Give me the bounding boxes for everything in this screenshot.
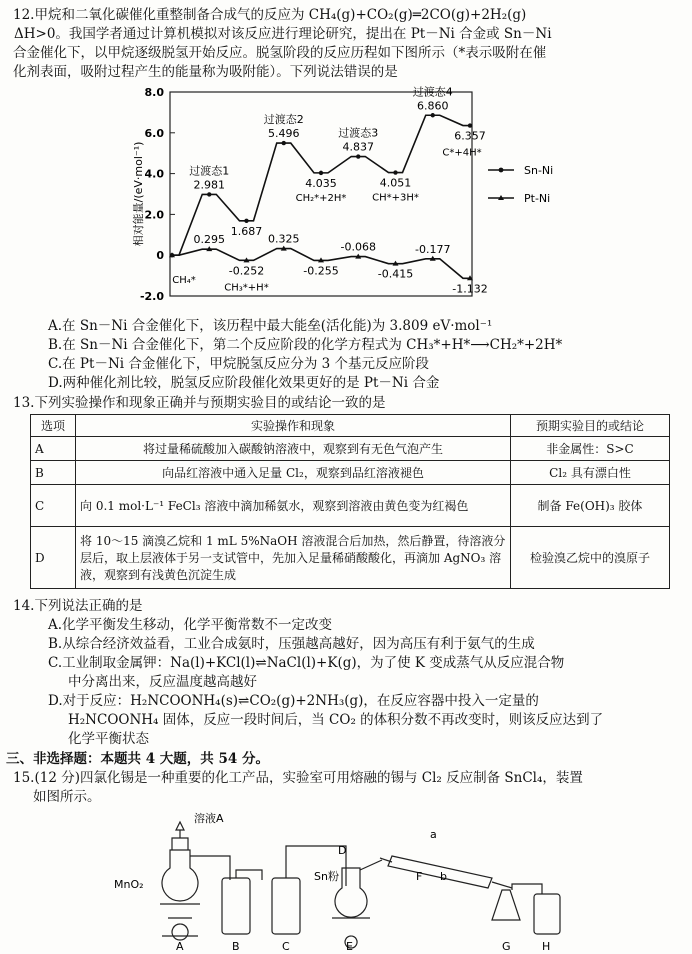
- y-tick-label: -2.0: [139, 290, 164, 303]
- label-solution-a: 溶液A: [194, 812, 224, 825]
- label-a: a: [430, 828, 437, 841]
- data-label-sn-ni: 5.496: [268, 127, 300, 141]
- data-label-sn-ni: 1.687: [230, 224, 263, 238]
- legend-marker-sn-ni: [499, 168, 504, 173]
- q15-stem-line2: 如图所示。: [33, 789, 101, 805]
- q14-option-d-line2: H₂NCOONH₄ 固体，反应一段时间后，当 CO₂ 的体积分数不再改变时，则该反应达到了: [68, 712, 604, 728]
- table-header: 实验操作和现象: [76, 415, 511, 437]
- bottle-c: [272, 878, 300, 934]
- legend-label-sn-ni: Sn-Ni: [524, 164, 554, 177]
- label-apparatus-h: H: [542, 940, 551, 953]
- table-cell: 非金属性：S>C: [511, 437, 670, 461]
- energy-diagram: [120, 84, 640, 314]
- data-label-pt-ni: 0.325: [268, 232, 300, 246]
- table-cell: B: [31, 461, 76, 485]
- q14-option-b: B.从综合经济效益看，工业合成氨时，压强越高越好，因为高压有利于氨气的生成: [48, 636, 535, 652]
- q12-option-a: A.在 Sn－Ni 合金催化下，该历程中最大能垒(活化能)为 3.809 eV·mol⁻¹: [48, 318, 493, 334]
- label-apparatus-e: E: [346, 940, 353, 953]
- q13-table: [30, 414, 670, 589]
- q12-option-d: D.两种催化剂比较，脱氢反应阶段催化效果更好的是 Pt－Ni 合金: [48, 375, 440, 391]
- y-tick-label: 2.0: [144, 208, 164, 222]
- funnel-a: [172, 838, 188, 850]
- annotation-ts4: 过渡态4: [412, 85, 453, 99]
- table-row: [31, 461, 670, 485]
- data-label-pt-ni: -0.415: [377, 267, 414, 281]
- data-label-pt-ni: -1.132: [452, 282, 488, 296]
- y-axis-label: 相对能量/(eV·mol⁻¹): [132, 141, 145, 247]
- label-d: D: [338, 844, 347, 857]
- table-row: [31, 437, 670, 461]
- label-f: F: [416, 870, 423, 883]
- flask-g: [492, 890, 520, 920]
- data-label-sn-ni: 6.357: [454, 129, 486, 143]
- q14-option-d-line3: 化学平衡状态: [68, 731, 149, 747]
- data-point-sn-ni: [207, 192, 211, 196]
- y-tick-label: 0: [156, 249, 164, 263]
- annotation-ts3: 过渡态3: [338, 126, 379, 140]
- annotation-ch: CH*+3H*: [372, 192, 419, 204]
- table-header: 预期实验目的或结论: [511, 415, 670, 437]
- table-cell: 向品红溶液中通入足量 Cl₂，观察到品红溶液褪色: [76, 461, 511, 485]
- table-cell: 将 10～15 滴溴乙烷和 1 mL 5%NaOH 溶液混合后加热，然后静置，待溶液分层后，取上层液体于另一支试管中，先加入足量稀硝酸酸化，再滴加 AgNO₃ 溶液，观察到有浅黄色沉淀生成: [76, 527, 511, 589]
- table-cell: 检验溴乙烷中的溴原子: [511, 527, 670, 589]
- annotation-ts1: 过渡态1: [189, 164, 230, 178]
- flask-e: [335, 868, 367, 917]
- q14-option-a: A.化学平衡发生移动，化学平衡常数不一定改变: [48, 617, 333, 633]
- table-cell: 向 0.1 mol·L⁻¹ FeCl₃ 溶液中滴加稀氨水，观察到溶液由黄色变为红褐色: [76, 485, 511, 527]
- data-point-sn-ni: [431, 113, 435, 117]
- apparatus-diagram: [110, 808, 580, 954]
- q12-stem-line2: ΔH>0。我国学者通过计算机模拟对该反应进行理论研究，提出在 Pt－Ni 合金或 Sn－Ni: [14, 26, 552, 42]
- q14-option-c-line1: C.工业制取金属钾：Na(l)+KCl(l)⇌NaCl(l)+K(g)，为了使 K 变成蒸气从反应混合物: [48, 655, 565, 671]
- y-tick-label: 8.0: [144, 86, 164, 99]
- table-cell: C: [31, 485, 76, 527]
- data-point-sn-ni: [319, 171, 323, 175]
- q14-stem: 14.下列说法正确的是: [13, 598, 143, 614]
- q13-stem: 13.下列实验操作和现象正确并与预期实验目的或结论一致的是: [13, 395, 386, 411]
- annotation-ts2: 过渡态2: [263, 113, 304, 127]
- table-cell: A: [31, 437, 76, 461]
- data-label-sn-ni: 4.035: [305, 176, 337, 190]
- label-apparatus-c: C: [282, 940, 290, 953]
- q12-option-b: B.在 Sn－Ni 合金催化下，第二个反应阶段的化学方程式为 CH₃*+H*⟶CH₂*+2H*: [48, 337, 563, 353]
- section-heading: 三、非选择题：本题共 4 大题，共 54 分。: [6, 751, 269, 767]
- y-tick-label: 6.0: [144, 126, 164, 140]
- q12-stem-line3: 合金催化下，以甲烷逐级脱氢开始反应。脱氢阶段的反应历程如下图所示（*表示吸附在催: [13, 45, 547, 61]
- label-sn-powder: Sn粉: [314, 870, 339, 883]
- label-apparatus-g: G: [502, 940, 511, 953]
- label-apparatus-a: A: [176, 940, 184, 953]
- table-cell: 制备 Fe(OH)₃ 胶体: [511, 485, 670, 527]
- data-point-sn-ni: [244, 219, 248, 223]
- q15-stem-line1: 15.(12 分)四氯化锡是一种重要的化工产品，实验室可用熔融的锡与 Cl₂ 反应制备 SnCl₄，装置: [13, 770, 583, 786]
- bottle-b: [222, 878, 250, 934]
- data-point-sn-ni: [468, 123, 472, 127]
- label-mno2: MnO₂: [114, 878, 144, 891]
- data-point-sn-ni: [393, 170, 397, 174]
- q12-stem-line1: 12.甲烷和二氧化碳催化重整制备合成气的反应为 CH₄(g)+CO₂(g)═2CO(g)+2H₂(g): [13, 7, 527, 23]
- data-point-sn-ni: [282, 141, 286, 145]
- data-label-sn-ni: 2.981: [193, 178, 225, 192]
- data-label-sn-ni: 4.837: [342, 140, 374, 154]
- annotation-ch3: CH₃*+H*: [224, 282, 269, 294]
- q14-option-d-line1: D.对于反应：H₂NCOONH₄(s)⇌CO₂(g)+2NH₃(g)，在反应容器中投入一定量的: [48, 693, 539, 709]
- legend-label-pt-ni: Pt-Ni: [524, 192, 551, 205]
- table-header: 选项: [31, 415, 76, 437]
- annotation-ch2: CH₂*+2H*: [295, 192, 347, 204]
- data-label-pt-ni: 0.295: [193, 233, 225, 247]
- q12-option-c: C.在 Pt－Ni 合金催化下，甲烷脱氢反应分为 3 个基元反应阶段: [48, 356, 430, 372]
- table-cell: Cl₂ 具有漂白性: [511, 461, 670, 485]
- flask-a: [162, 850, 198, 901]
- data-label-pt-ni: -0.252: [228, 264, 265, 278]
- data-point-sn-ni: [356, 154, 360, 158]
- data-label-pt-ni: -0.255: [303, 264, 339, 278]
- data-label-pt-ni: -0.068: [340, 240, 376, 254]
- label-b: b: [440, 870, 447, 883]
- data-label-pt-ni: -0.177: [415, 242, 451, 256]
- q12-stem-line4: 化剂表面，吸附过程产生的能量称为吸附能）。下列说法错误的是: [13, 64, 398, 80]
- y-tick-label: 4.0: [144, 167, 164, 181]
- bottle-h: [534, 894, 560, 934]
- table-row: [31, 485, 670, 527]
- q14-option-c-line2: 中分离出来，反应温度越高越好: [68, 674, 257, 690]
- data-label-sn-ni: 4.051: [379, 176, 412, 190]
- annotation-c: C*+4H*: [442, 147, 482, 159]
- table-cell: 将过量稀硫酸加入碳酸钠溶液中，观察到有无色气泡产生: [76, 437, 511, 461]
- table-row: [31, 527, 670, 589]
- table-cell: D: [31, 527, 76, 589]
- annotation-ch4: CH₄*: [172, 275, 196, 287]
- label-apparatus-b: B: [232, 940, 240, 953]
- data-label-sn-ni: 6.860: [417, 99, 449, 113]
